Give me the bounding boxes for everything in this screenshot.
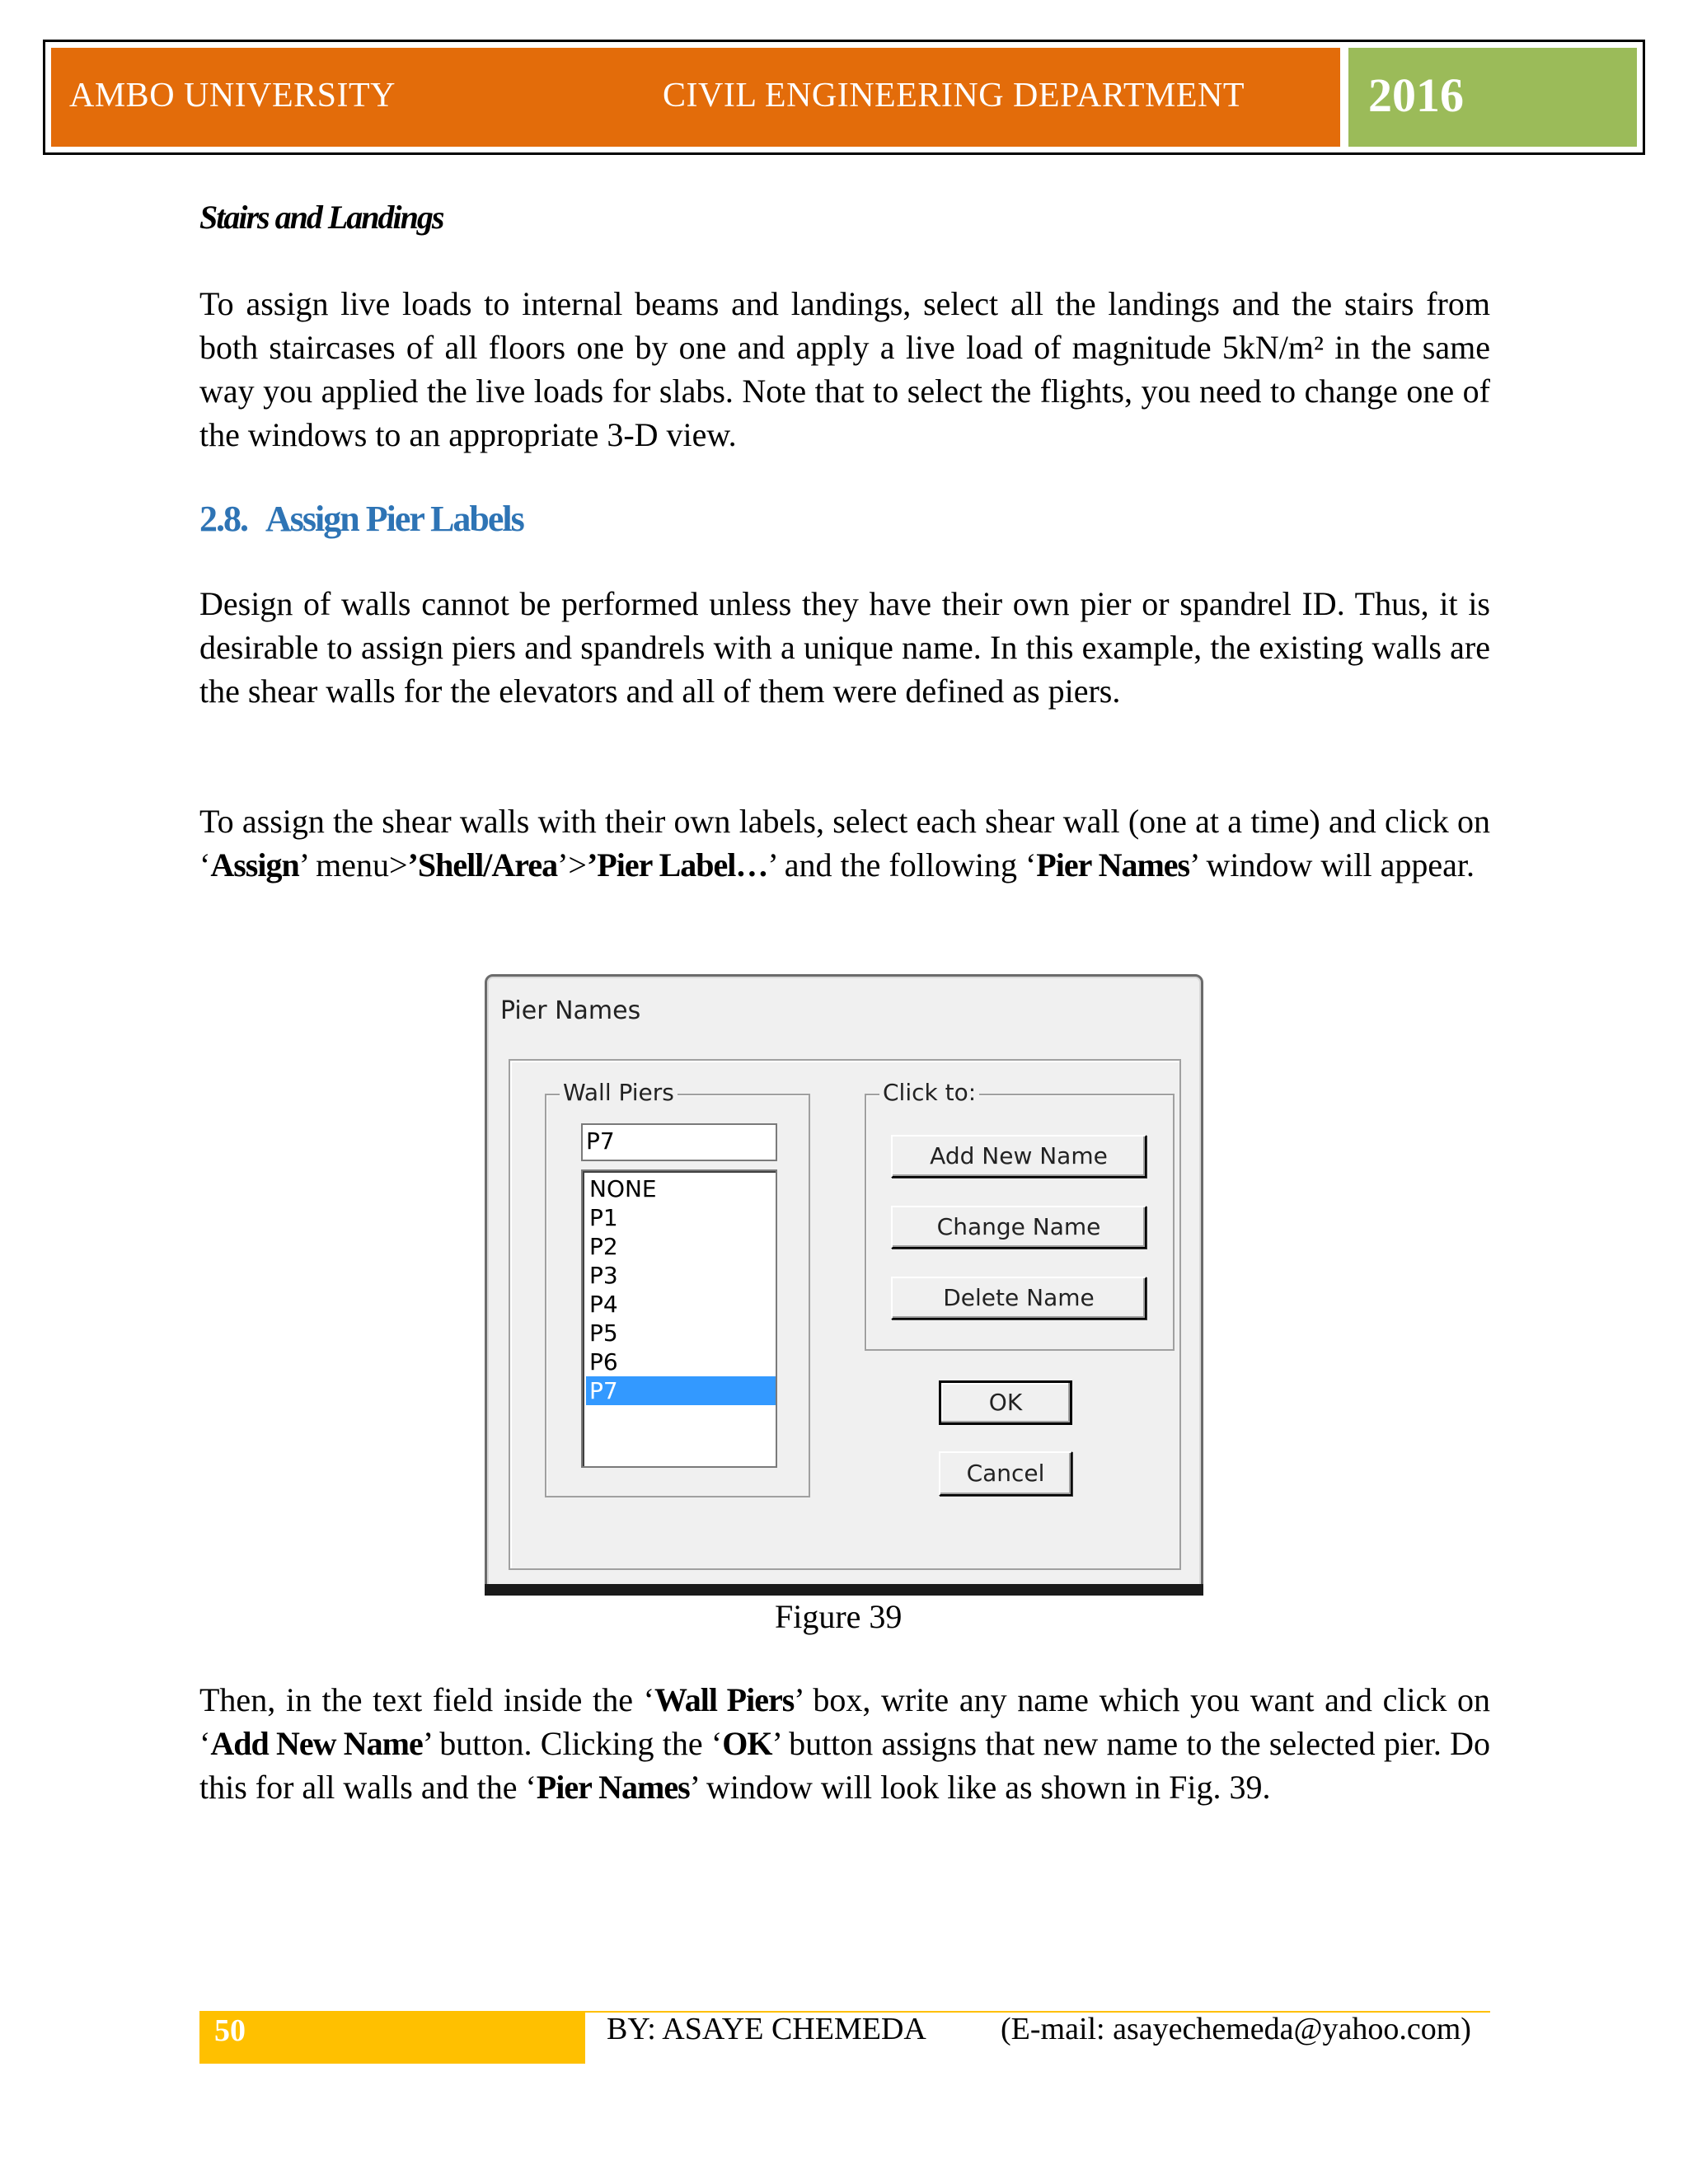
text-run: ’ button. Clicking the ‘	[422, 1725, 723, 1762]
text-run: ’ box, write any name which you want and click on ‘	[199, 1681, 1490, 1762]
list-item-selected[interactable]: P7	[586, 1376, 776, 1405]
list-item[interactable]: P2	[589, 1233, 618, 1260]
paragraph-stairs: To assign live loads to internal beams and landings, select all the landings and the stairs from both staircases of all floors one by one and apply a live load of magnitude 5kN/m² in the same way you applied the live loads for slabs. Note that to select the flights, you need to change one of the windows to an appropriate 3-D view.	[199, 285, 1490, 453]
bold-run: Pier Names	[536, 1769, 690, 1806]
pier-names-dialog	[485, 974, 1203, 1596]
bold-run: Pier Names	[1036, 846, 1190, 883]
pier-name-input[interactable]: P7	[581, 1123, 777, 1161]
list-item[interactable]: P1	[589, 1204, 618, 1231]
header-year: 2016	[1368, 68, 1464, 122]
add-new-name-button[interactable]: Add New Name	[891, 1135, 1146, 1178]
click-to-group	[865, 1079, 1175, 1351]
list-item[interactable]: NONE	[589, 1175, 657, 1202]
text-run: ’ window will appear.	[1189, 846, 1475, 883]
footer-author: BY: ASAYE CHEMEDA	[607, 2012, 926, 2046]
ok-button[interactable]: OK	[939, 1380, 1072, 1425]
page-number: 50	[214, 2013, 246, 2048]
bold-run: ’Shell/Area	[407, 846, 558, 883]
dialog-bottom-edge	[485, 1584, 1203, 1596]
header-university: AMBO UNIVERSITY	[69, 77, 396, 115]
bold-run: Wall Piers	[654, 1681, 795, 1718]
cancel-button[interactable]: Cancel	[939, 1451, 1072, 1496]
wall-piers-group	[545, 1079, 810, 1497]
text-run: ’ and the following ‘	[767, 846, 1037, 883]
paragraph-design-walls: Design of walls cannot be performed unless they have their own pier or spandrel ID. Thus, it is desirable to assign piers and spandrels with a unique name. In this example, the existing walls are the shear walls for the elevators and all of them were defined as piers.	[199, 585, 1490, 710]
list-item[interactable]: P4	[589, 1291, 618, 1318]
text-run: ’>	[557, 846, 587, 883]
figure-caption: Figure 39	[775, 1598, 903, 1635]
text-run: ’ button assigns that new name to the selected pier. Do this for all walls and the ‘	[199, 1725, 1490, 1806]
section-number: 2.8.	[199, 499, 247, 539]
text-run: ’ window will look like as shown in Fig. 39.	[689, 1769, 1271, 1806]
text-run: Then, in the text field inside the ‘	[199, 1681, 654, 1718]
delete-name-button[interactable]: Delete Name	[891, 1277, 1146, 1319]
change-name-button[interactable]: Change Name	[891, 1206, 1146, 1249]
paragraph-then	[199, 1678, 1490, 1809]
list-item[interactable]: P5	[589, 1319, 618, 1347]
bold-run: Assign	[210, 846, 299, 883]
text-run: ’ menu>	[298, 846, 408, 883]
section-title-text: Assign Pier Labels	[265, 499, 523, 539]
pier-listbox[interactable]	[581, 1169, 777, 1468]
footer-page-box	[199, 2011, 585, 2064]
bold-run: ’Pier Label…	[586, 846, 768, 883]
bold-run: OK	[722, 1725, 772, 1762]
click-to-label: Click to:	[879, 1079, 979, 1106]
list-item[interactable]: P3	[589, 1262, 618, 1289]
bold-run: Add New Name	[210, 1725, 423, 1762]
header-department: CIVIL ENGINEERING DEPARTMENT	[663, 77, 1245, 115]
text-run: To assign the shear walls with their own labels, select each shear wall (one at a time) and click on ‘	[199, 803, 1490, 883]
footer-email: (E-mail: asayechemeda@yahoo.com)	[1001, 2012, 1471, 2046]
wall-piers-label: Wall Piers	[560, 1079, 678, 1106]
list-item[interactable]: P6	[589, 1348, 618, 1376]
paragraph-assign-labels	[199, 799, 1490, 887]
dialog-title: Pier Names	[500, 996, 641, 1025]
dialog-inner-frame	[509, 1059, 1181, 1570]
section-title	[199, 498, 523, 540]
sub-heading: Stairs and Landings	[199, 199, 443, 236]
